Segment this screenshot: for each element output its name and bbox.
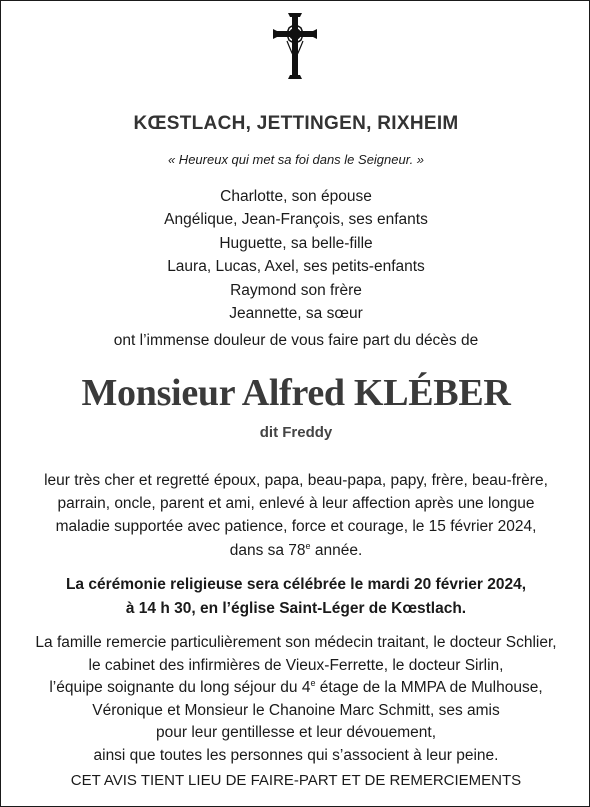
ordinal-suffix: e xyxy=(305,540,311,551)
bio-age-suffix: année. xyxy=(310,541,363,559)
biography-text xyxy=(1,469,590,562)
family-member: Huguette, sa belle-fille xyxy=(219,234,373,252)
bio-line: maladie supportée avec patience, force et courage, le 15 février 2024, xyxy=(55,518,537,536)
family-member: Laura, Lucas, Axel, ses petits-enfants xyxy=(167,258,425,276)
scripture-quote: « Heureux qui met sa foi dans le Seigneur. » xyxy=(167,152,425,167)
ordinal-suffix: e xyxy=(310,678,316,688)
thanks-floor-prefix: l’équipe soignante du long séjour du 4 xyxy=(49,679,311,696)
thanks-line: pour leur gentillesse et leur dévouement, xyxy=(155,724,437,741)
announcement-intro: ont l’immense douleur de vous faire part du décès de xyxy=(113,332,479,349)
thanks-line xyxy=(1,677,590,700)
ceremony-line: à 14 h 30, en l’église Saint-Léger de Kœstlach. xyxy=(125,599,467,617)
family-member: Jeannette, sa sœur xyxy=(229,305,363,323)
thanks-floor-suffix: étage de la MMPA de Mulhouse, xyxy=(315,679,543,696)
thanks-line: La famille remercie particulièrement son médecin traitant, le docteur Schlier, xyxy=(35,634,557,651)
bio-line: parrain, oncle, parent et ami, enlevé à leur affection après une longue xyxy=(57,495,535,513)
bio-line xyxy=(1,539,590,562)
ornate-cross-icon xyxy=(269,11,321,81)
family-member: Raymond son frère xyxy=(230,281,362,299)
locations-heading: KŒSTLACH, JETTINGEN, RIXHEIM xyxy=(133,113,459,134)
family-member: Angélique, Jean-François, ses enfants xyxy=(164,211,428,229)
thanks-line: Véronique et Monsieur le Chanoine Marc Schmitt, ses amis xyxy=(92,701,500,719)
thanks-line: ainsi que toutes les personnes qui s’associent à leur peine. xyxy=(93,746,499,764)
footer-notice: CET AVIS TIENT LIEU DE FAIRE-PART ET DE REMERCIEMENTS xyxy=(70,772,522,789)
family-member: Charlotte, son épouse xyxy=(220,188,372,205)
bio-line: leur très cher et regretté époux, papa, beau-papa, papy, frère, beau-frère, xyxy=(44,472,548,489)
family-list xyxy=(1,185,590,325)
deceased-nickname: dit Freddy xyxy=(259,424,333,441)
acknowledgements xyxy=(1,632,590,767)
bio-age-prefix: dans sa 78 xyxy=(229,541,306,559)
deceased-name: Monsieur Alfred KLÉBER xyxy=(81,372,511,414)
thanks-line: le cabinet des infirmières de Vieux-Ferrette, le docteur Sirlin, xyxy=(88,656,504,674)
ceremony-info xyxy=(1,573,590,620)
ceremony-line: La cérémonie religieuse sera célébrée le mardi 20 février 2024, xyxy=(65,576,527,593)
